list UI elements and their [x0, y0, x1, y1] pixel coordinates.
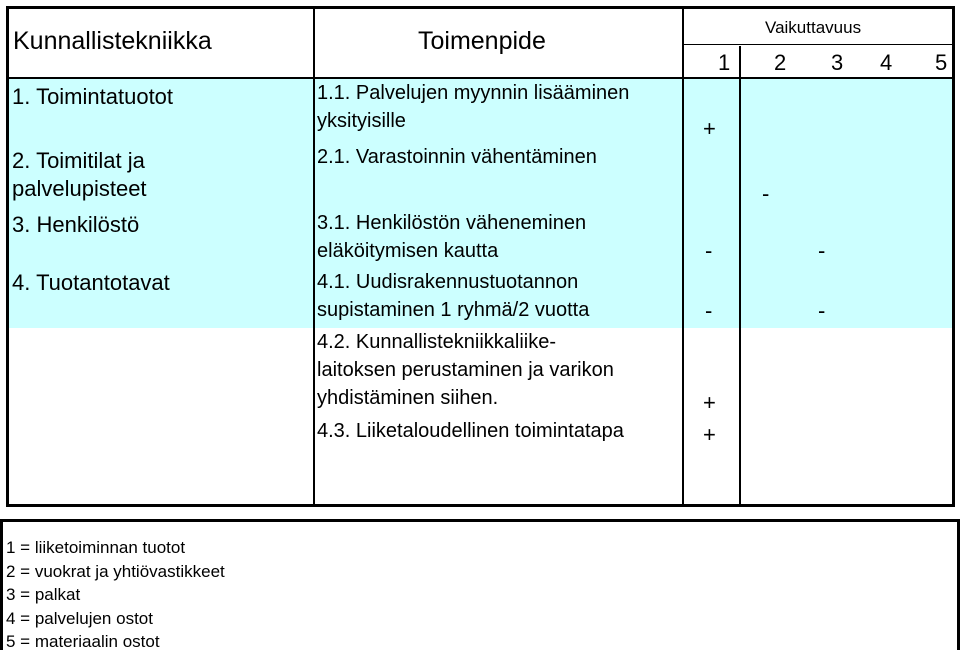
- impact-a6-col1: +: [703, 422, 716, 447]
- impact-col-1: 1: [718, 50, 731, 75]
- impact-col-3: 3: [831, 50, 844, 75]
- category-title: Kunnallistekniikka: [13, 27, 212, 55]
- impact-col-4: 4: [880, 50, 893, 75]
- impact-header-line: [683, 44, 955, 45]
- action-4-line2: supistaminen 1 ryhmä/2 vuotta: [317, 299, 590, 321]
- impact-a4-col3: -: [818, 298, 826, 323]
- action-5-line1: 4.2. Kunnallistekniikkaliike-: [317, 331, 557, 353]
- legend-item-5: 5 = materiaalin ostot: [6, 632, 160, 651]
- legend-item-4: 4 = palvelujen ostot: [6, 608, 153, 628]
- legend-item-2: 2 = vuokrat ja yhtiövastikkeet: [6, 561, 225, 581]
- action-1-line1: 1.1. Palvelujen myynnin lisääminen: [317, 82, 630, 104]
- category-1: 1. Toimintatuotot: [12, 84, 174, 109]
- divider-category: [313, 6, 315, 507]
- action-title: Toimenpide: [418, 27, 546, 55]
- action-3-line1: 3.1. Henkilöstön väheneminen: [317, 212, 587, 234]
- impact-a2-col2: -: [762, 181, 770, 206]
- legend-item-1: 1 = liiketoiminnan tuotot: [6, 538, 186, 557]
- impact-title: Vaikuttavuus: [765, 18, 862, 37]
- action-2-line1: 2.1. Varastoinnin vähentäminen: [317, 146, 597, 168]
- action-3-line2: eläköitymisen kautta: [317, 240, 499, 262]
- divider-col1: [739, 46, 741, 507]
- action-4-line1: 4.1. Uudisrakennustuotannon: [317, 271, 579, 293]
- impact-col-5: 5: [935, 50, 948, 75]
- legend-item-3: 3 = palkat: [6, 585, 81, 604]
- impact-a5-col1: +: [703, 390, 716, 415]
- impact-a3-col3: -: [818, 238, 826, 263]
- impact-a1-col1: +: [703, 116, 716, 141]
- impact-a4-col1: -: [705, 298, 713, 323]
- impact-col-2: 2: [774, 50, 787, 75]
- impact-a3-col1: -: [705, 238, 713, 263]
- action-5-line3: yhdistäminen siihen.: [317, 387, 499, 409]
- category-2-line1: 2. Toimitilat ja: [12, 148, 145, 173]
- action-1-line2: yksityisille: [317, 110, 406, 132]
- action-5-line2: laitoksen perustaminen ja varikon: [317, 359, 614, 381]
- category-3: 3. Henkilöstö: [12, 212, 140, 237]
- action-6-line1: 4.3. Liiketaloudellinen toimintatapa: [317, 420, 624, 442]
- header-bottom-line: [8, 77, 955, 79]
- category-4: 4. Tuotantotavat: [12, 270, 170, 295]
- category-2-line2: palvelupisteet: [12, 176, 147, 201]
- divider-action: [682, 6, 684, 507]
